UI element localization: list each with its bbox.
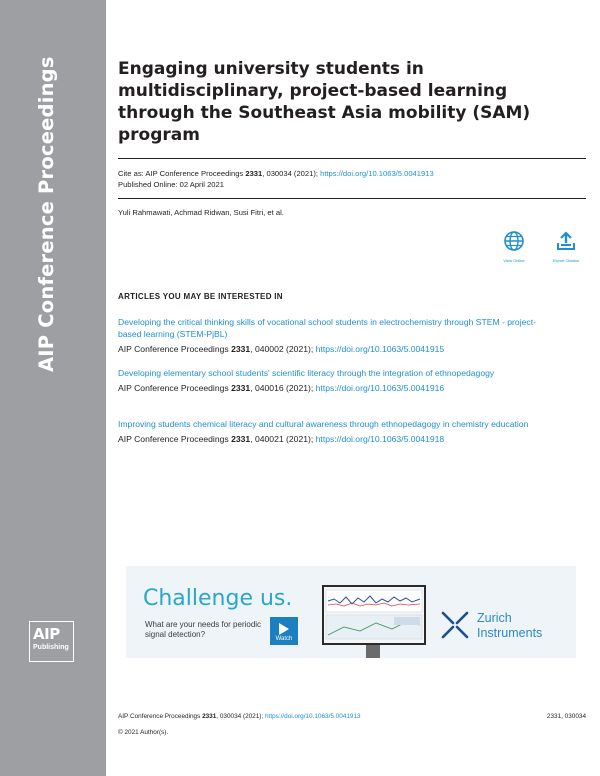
ad-subtext: What are your needs for periodic signal detection? bbox=[145, 620, 262, 639]
watch-button[interactable] bbox=[270, 617, 298, 645]
cite-volume: 2331 bbox=[245, 169, 263, 178]
related-article-reference bbox=[118, 343, 558, 355]
citation-block bbox=[118, 168, 434, 190]
related-article-reference bbox=[118, 433, 558, 445]
ref-pages: , 040002 (2021); bbox=[250, 344, 316, 354]
export-citation-button[interactable] bbox=[546, 230, 586, 263]
ref-doi-link[interactable]: https://doi.org/10.1063/5.0041915 bbox=[315, 344, 445, 354]
related-article-title-link[interactable]: Developing the critical thinking skills of vocational school students in electrochemistry through STEM - project-based learning (STEM-PjBL) bbox=[118, 317, 536, 339]
zurich-instruments-name bbox=[477, 611, 542, 641]
related-article-title-link[interactable]: Developing elementary school students' scientific literacy through the integration of ethnopedagogy bbox=[118, 368, 495, 378]
export-icon bbox=[555, 230, 577, 252]
ad-headline: Challenge us. bbox=[143, 586, 293, 611]
related-article bbox=[118, 418, 558, 445]
footer-rest: , 030034 (2021); bbox=[216, 713, 265, 720]
ref-volume: 2331 bbox=[231, 434, 251, 444]
cite-label: Cite as: AIP Conference Proceedings bbox=[118, 169, 246, 178]
ref-journal: AIP Conference Proceedings bbox=[118, 383, 232, 393]
footer-copyright: © 2021 Author(s). bbox=[118, 729, 169, 736]
authors-line: Yuli Rahmawati, Achmad Ridwan, Susi Fitri, et al. bbox=[118, 208, 284, 217]
footer-citation bbox=[118, 713, 361, 720]
advertisement-banner[interactable] bbox=[126, 566, 576, 658]
zurich-instruments-logo-icon bbox=[440, 610, 470, 640]
view-online-label: View Online bbox=[503, 258, 525, 263]
article-title: Engaging university students in multidisciplinary, project-based learning through the Southeast Asia mobility (SAM) program bbox=[118, 59, 531, 145]
title-divider bbox=[118, 158, 586, 159]
footer-page-ref: 2331, 030034 bbox=[546, 713, 586, 720]
related-article bbox=[118, 367, 558, 394]
ref-doi-link[interactable]: https://doi.org/10.1063/5.0041916 bbox=[315, 383, 445, 393]
related-article bbox=[118, 316, 558, 355]
play-icon bbox=[279, 623, 289, 635]
cite-rest: , 030034 (2021); bbox=[262, 169, 321, 178]
related-article-reference bbox=[118, 382, 558, 394]
monitor-stand bbox=[366, 645, 380, 658]
footer-journal: AIP Conference Proceedings bbox=[118, 713, 203, 720]
journal-name: AIP Conference Proceedings bbox=[35, 56, 58, 372]
ref-pages: , 040016 (2021); bbox=[250, 383, 316, 393]
export-citation-label: Export Citation bbox=[552, 258, 580, 263]
view-online-button[interactable] bbox=[494, 230, 534, 263]
citation-line bbox=[118, 168, 434, 179]
ref-pages: , 040021 (2021); bbox=[250, 434, 316, 444]
footer-volume: 2331 bbox=[202, 713, 217, 720]
logo-publishing-text: Publishing bbox=[33, 644, 69, 651]
ref-volume: 2331 bbox=[231, 344, 251, 354]
ref-doi-link[interactable]: https://doi.org/10.1063/5.0041918 bbox=[315, 434, 445, 444]
signal-plot-graphic bbox=[324, 587, 424, 643]
brand-line-1: Zurich bbox=[477, 611, 512, 625]
globe-icon bbox=[503, 230, 525, 252]
citation-divider bbox=[118, 198, 586, 199]
watch-label: Watch bbox=[275, 636, 293, 642]
related-article-title-link[interactable]: Improving students chemical literacy and cultural awareness through ethnopedagogy in chemistry education bbox=[118, 419, 529, 429]
related-articles-heading: ARTICLES YOU MAY BE INTERESTED IN bbox=[118, 292, 283, 301]
aip-publishing-logo[interactable] bbox=[29, 621, 74, 662]
ref-volume: 2331 bbox=[231, 383, 251, 393]
footer-doi-link[interactable]: https://doi.org/10.1063/5.0041913 bbox=[264, 713, 361, 720]
brand-line-2: Instruments bbox=[477, 626, 543, 640]
cite-doi-link[interactable]: https://doi.org/10.1063/5.0041913 bbox=[320, 169, 434, 178]
published-date: Published Online: 02 April 2021 bbox=[118, 180, 224, 189]
ref-journal: AIP Conference Proceedings bbox=[118, 434, 232, 444]
logo-aip-text: AIP bbox=[33, 625, 60, 643]
journal-sidebar bbox=[0, 0, 106, 776]
monitor-screenshot-image bbox=[322, 585, 426, 645]
ref-journal: AIP Conference Proceedings bbox=[118, 344, 232, 354]
